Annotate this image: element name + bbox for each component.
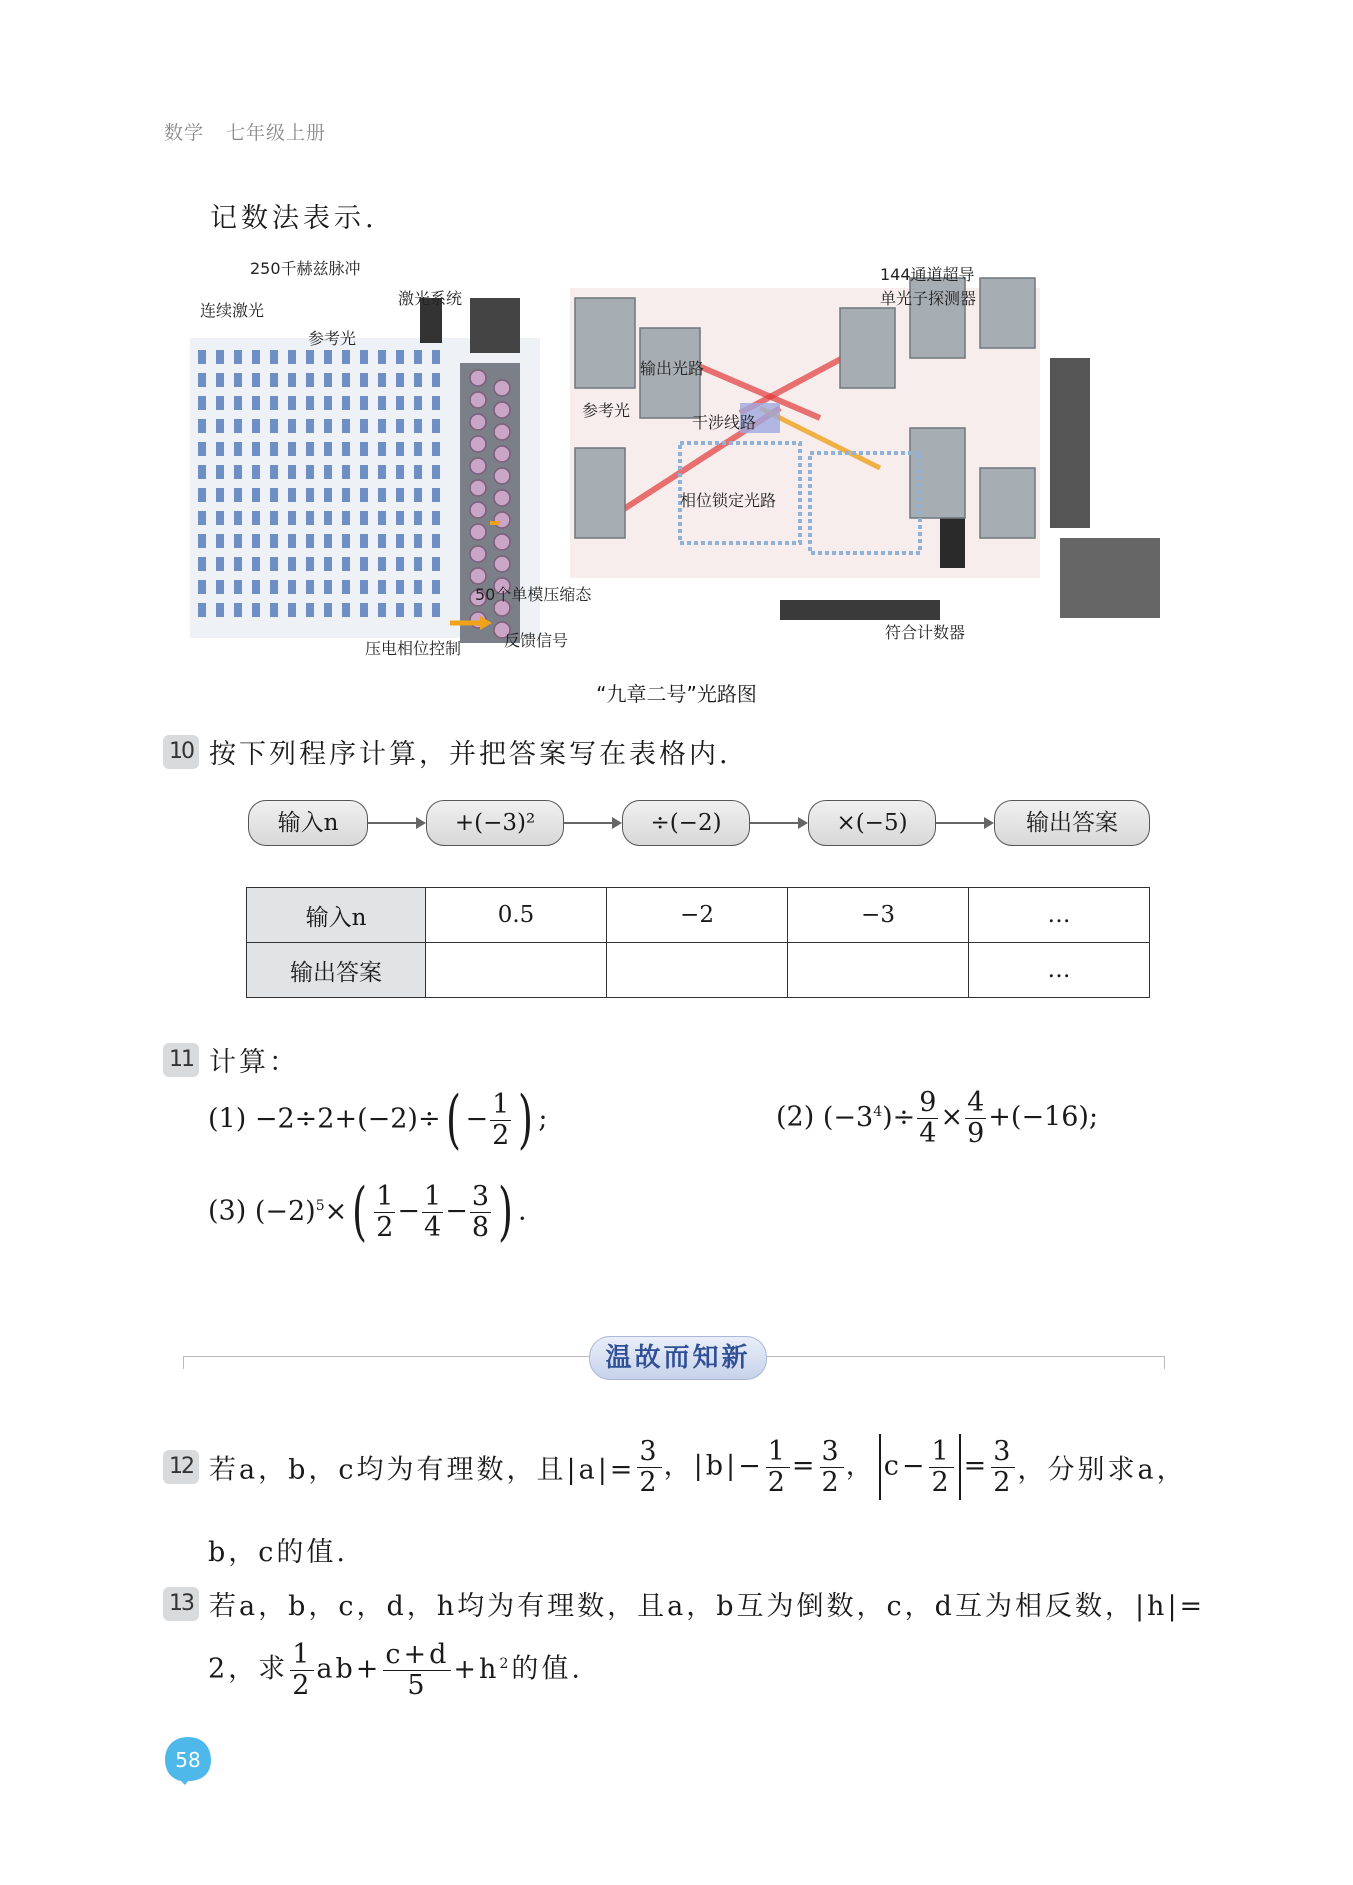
optical-component — [234, 442, 242, 456]
optical-component — [288, 511, 296, 525]
optical-component — [234, 580, 242, 594]
label-detector-2: 单光子探测器 — [880, 289, 977, 308]
optical-component — [342, 350, 350, 364]
piezo-ring — [470, 480, 486, 496]
optical-component — [288, 488, 296, 502]
optical-component — [234, 488, 242, 502]
optical-component — [360, 580, 368, 594]
optical-component — [378, 603, 386, 617]
optical-component — [324, 396, 332, 410]
optical-component — [414, 580, 422, 594]
optical-component — [396, 580, 404, 594]
question-text: 按下列程序计算，并把答案写在表格内. — [209, 739, 731, 770]
optical-component — [252, 350, 260, 364]
table-header-cell: 输入n — [247, 888, 426, 943]
piezo-ring — [470, 502, 486, 518]
optical-component — [198, 534, 206, 548]
optical-component — [414, 603, 422, 617]
q11-part-1: (1) −2÷2+(−2)÷( − $\frac{1}{2}$ ) ; — [208, 1083, 548, 1157]
figure-caption: “九章二号”光路图 — [596, 682, 757, 706]
optical-component — [306, 534, 314, 548]
optical-component — [414, 511, 422, 525]
label-feedback: 反馈信号 — [504, 631, 569, 650]
optical-component — [252, 442, 260, 456]
part-label: (1) — [208, 1103, 247, 1135]
optical-component — [198, 603, 206, 617]
optical-component — [216, 603, 224, 617]
optical-component — [306, 350, 314, 364]
optical-component — [306, 511, 314, 525]
flow-step-output: 输出答案 — [994, 800, 1150, 846]
optical-component — [396, 603, 404, 617]
optical-component — [378, 350, 386, 364]
piezo-ring — [494, 512, 510, 528]
optical-component — [270, 465, 278, 479]
label-squeezed-states: 50个单模压缩态 — [475, 585, 592, 604]
coincidence-counter-box — [1060, 538, 1160, 618]
q11-part-3: (3) $(-2)^5\times$( $\frac{1}{2}$ − $\frac{1}{4}$ − $\frac{3}{8}$ ) . — [208, 1175, 527, 1249]
optical-component — [360, 557, 368, 571]
optical-component — [288, 534, 296, 548]
question-number: 12 — [163, 1450, 199, 1484]
table-cell: −2 — [607, 888, 788, 943]
flow-arrow — [368, 822, 424, 824]
piezo-ring — [494, 402, 510, 418]
optical-component — [288, 442, 296, 456]
optical-component — [198, 488, 206, 502]
section-title: 温故而知新 — [589, 1336, 767, 1380]
feedback-device — [780, 600, 940, 620]
question-12: 12 若a，b，c均为有理数，且|a|= $\frac{3}{2}$ ，|b|− $\frac{1}{2}$ = $\frac{3}{2}$ ， c− $\frac{1}{2}$ = $\frac{3}{2}$ ，分别求a， — [163, 1434, 1187, 1500]
piezo-ring — [494, 380, 510, 396]
optical-component — [306, 419, 314, 433]
optical-component — [396, 465, 404, 479]
optical-component — [252, 557, 260, 571]
header-subject: 数学 — [164, 122, 205, 144]
label-pulse: 250千赫兹脉冲 — [250, 259, 361, 278]
optical-component — [324, 442, 332, 456]
piezo-ring — [494, 534, 510, 550]
optical-component — [234, 603, 242, 617]
optical-component — [342, 396, 350, 410]
question-text-prefix: 若a，b，c均为有理数，且|a|= — [209, 1454, 636, 1486]
optical-component — [396, 511, 404, 525]
optical-component — [198, 465, 206, 479]
optical-component — [378, 557, 386, 571]
answer-cell[interactable] — [607, 943, 788, 998]
optical-component — [198, 350, 206, 364]
optical-component — [432, 488, 440, 502]
optical-component — [324, 465, 332, 479]
flow-step-multiply: ×(−5) — [808, 800, 936, 846]
optical-component — [360, 373, 368, 387]
optical-component — [396, 442, 404, 456]
optical-component — [252, 603, 260, 617]
optical-component — [216, 350, 224, 364]
optical-component — [342, 557, 350, 571]
optical-component — [198, 396, 206, 410]
table-row — [247, 943, 1150, 998]
calculation-flowchart — [248, 800, 1148, 848]
answer-cell[interactable] — [788, 943, 969, 998]
optical-component — [252, 534, 260, 548]
optical-component — [342, 373, 350, 387]
label-coincidence-counter: 符合计数器 — [885, 623, 966, 642]
optical-component — [360, 534, 368, 548]
question-number: 11 — [163, 1043, 199, 1077]
optical-component — [270, 442, 278, 456]
optical-component — [432, 534, 440, 548]
optical-component — [432, 557, 440, 571]
optical-component — [216, 580, 224, 594]
optical-component — [306, 465, 314, 479]
optical-component — [306, 373, 314, 387]
optical-component — [252, 373, 260, 387]
optical-component — [414, 557, 422, 571]
optical-component — [234, 465, 242, 479]
answer-table — [246, 887, 1150, 998]
optical-component — [378, 465, 386, 479]
optical-component — [234, 534, 242, 548]
label-reference-light-2: 参考光 — [582, 401, 631, 420]
optical-component — [378, 442, 386, 456]
question-text: 计算： — [209, 1047, 299, 1078]
optical-component — [216, 488, 224, 502]
flow-step-add: +(−3)² — [426, 800, 564, 846]
optical-component — [252, 511, 260, 525]
label-laser-system: 激光系统 — [398, 289, 463, 308]
optical-component — [324, 488, 332, 502]
optical-component — [342, 419, 350, 433]
optical-component — [414, 396, 422, 410]
question-text: 若a，b，c，d，h均为有理数，且a，b互为倒数，c，d互为相反数，|h|= — [209, 1591, 1206, 1622]
optical-component — [270, 373, 278, 387]
optical-component — [234, 373, 242, 387]
optical-component — [396, 373, 404, 387]
optical-component — [432, 350, 440, 364]
optical-component — [216, 396, 224, 410]
question-text-prefix: 2，求 — [208, 1653, 289, 1685]
optical-component — [216, 465, 224, 479]
table-cell: 0.5 — [426, 888, 607, 943]
optical-component — [378, 580, 386, 594]
optical-component — [270, 557, 278, 571]
optical-component — [216, 442, 224, 456]
piezo-ring — [470, 524, 486, 540]
label-interference-path: 干涉线路 — [692, 413, 757, 432]
expression: −2÷2+(−2)÷ — [254, 1103, 441, 1135]
optical-component — [306, 603, 314, 617]
optical-component — [432, 603, 440, 617]
part-label: (3) — [208, 1195, 247, 1227]
flow-arrow — [750, 822, 806, 824]
optical-component — [360, 465, 368, 479]
optical-path-figure — [180, 258, 1170, 658]
optical-component — [198, 557, 206, 571]
piezo-ring — [470, 436, 486, 452]
optical-component — [432, 580, 440, 594]
piezo-ring — [494, 446, 510, 462]
piezo-ring — [470, 546, 486, 562]
optical-component — [396, 534, 404, 548]
optical-component — [360, 442, 368, 456]
flow-arrow — [564, 822, 620, 824]
optical-component — [288, 350, 296, 364]
optical-component — [432, 442, 440, 456]
optical-component — [414, 419, 422, 433]
flow-step-divide: ÷(−2) — [622, 800, 750, 846]
label-piezo-control: 压电相位控制 — [365, 639, 462, 658]
optical-component — [270, 511, 278, 525]
optical-component — [342, 511, 350, 525]
optical-component — [270, 534, 278, 548]
optical-component — [432, 373, 440, 387]
optical-component — [414, 488, 422, 502]
optical-component — [378, 373, 386, 387]
running-header — [164, 118, 326, 145]
optical-component — [342, 534, 350, 548]
optical-component — [360, 511, 368, 525]
optical-component — [414, 465, 422, 479]
optical-component — [252, 419, 260, 433]
optical-component — [198, 442, 206, 456]
optical-component — [324, 580, 332, 594]
piezo-ring — [494, 468, 510, 484]
optical-component — [288, 580, 296, 594]
optical-component — [270, 350, 278, 364]
optical-component — [396, 396, 404, 410]
optical-component — [216, 534, 224, 548]
piezo-ring — [494, 424, 510, 440]
optical-component — [288, 419, 296, 433]
optical-component — [234, 511, 242, 525]
optical-component — [198, 419, 206, 433]
optical-component — [360, 488, 368, 502]
optical-component — [216, 373, 224, 387]
optical-component — [360, 419, 368, 433]
optical-component — [432, 511, 440, 525]
optical-component — [270, 419, 278, 433]
table-header-cell: 输出答案 — [247, 943, 426, 998]
optical-component — [288, 603, 296, 617]
question-number: 10 — [163, 735, 199, 769]
optical-component — [252, 488, 260, 502]
optical-component — [198, 511, 206, 525]
optical-component — [252, 396, 260, 410]
optical-component — [378, 396, 386, 410]
optical-component — [270, 603, 278, 617]
optical-component — [342, 580, 350, 594]
piezo-ring — [470, 370, 486, 386]
optical-component — [270, 488, 278, 502]
optical-component — [396, 350, 404, 364]
optical-component — [288, 557, 296, 571]
optical-component — [198, 373, 206, 387]
flow-step-input: 输入n — [248, 800, 368, 846]
flow-arrow — [936, 822, 992, 824]
optical-component — [324, 373, 332, 387]
page-number: 58 — [175, 1748, 201, 1772]
table-cell: … — [969, 888, 1150, 943]
question-number: 13 — [163, 1587, 199, 1621]
optical-component — [234, 419, 242, 433]
header-grade: 七年级上册 — [226, 122, 327, 144]
expression: $(-3^4)\div$ — [822, 1101, 916, 1133]
piezo-ring — [470, 458, 486, 474]
optical-component — [414, 350, 422, 364]
table-row — [247, 888, 1150, 943]
detector-stack — [1050, 358, 1090, 528]
optical-component — [198, 580, 206, 594]
q11-part-2: (2) $(-3^4)\div$ $\frac{9}{4}$ × $\frac{4}{9}$ +(−16); — [776, 1087, 1099, 1149]
optical-component — [306, 442, 314, 456]
optical-component — [324, 603, 332, 617]
optical-component — [306, 488, 314, 502]
optical-component — [378, 419, 386, 433]
lead-text: 记数法表示. — [210, 203, 378, 234]
optical-component — [432, 396, 440, 410]
label-reference-light-1: 参考光 — [308, 329, 357, 348]
optical-component — [252, 465, 260, 479]
optical-component — [360, 396, 368, 410]
optical-component — [270, 396, 278, 410]
optical-component — [234, 396, 242, 410]
optical-component — [342, 488, 350, 502]
optical-component — [288, 373, 296, 387]
optical-component — [324, 511, 332, 525]
optical-component — [378, 511, 386, 525]
optical-component — [234, 350, 242, 364]
optical-component — [342, 442, 350, 456]
laser-system-box — [470, 298, 520, 353]
optical-component — [378, 534, 386, 548]
question-text-suffix: ，分别求a， — [1017, 1454, 1187, 1486]
label-detector-1: 144通道超导 — [880, 265, 975, 284]
optical-component — [414, 442, 422, 456]
optical-component — [324, 534, 332, 548]
piezo-ring — [470, 568, 486, 584]
optical-component — [324, 419, 332, 433]
question-13 — [163, 1584, 1205, 1623]
question-11 — [163, 1040, 299, 1079]
question-10 — [163, 732, 731, 771]
optical-component — [396, 488, 404, 502]
optical-component — [360, 350, 368, 364]
optical-component — [234, 557, 242, 571]
optical-component — [306, 396, 314, 410]
optical-component — [252, 580, 260, 594]
label-phase-lock: 相位锁定光路 — [680, 491, 777, 510]
optical-component — [270, 580, 278, 594]
optical-component — [432, 465, 440, 479]
optical-component — [306, 557, 314, 571]
table-cell: … — [969, 943, 1150, 998]
piezo-ring — [470, 392, 486, 408]
piezo-ring — [494, 490, 510, 506]
optical-component — [360, 603, 368, 617]
optical-component — [396, 419, 404, 433]
optical-component — [306, 580, 314, 594]
answer-cell[interactable] — [426, 943, 607, 998]
optical-component — [288, 396, 296, 410]
optical-component — [414, 373, 422, 387]
optical-component — [414, 534, 422, 548]
optical-component — [324, 350, 332, 364]
question-13-line-2: 2，求 $\frac{1}{2}$ ab+ $\frac{c+d}{5}$ $+h^2$的值. — [208, 1639, 583, 1701]
optical-component — [378, 488, 386, 502]
label-continuous-laser: 连续激光 — [200, 301, 265, 320]
optical-component — [432, 419, 440, 433]
optical-component — [216, 511, 224, 525]
label-output-path: 输出光路 — [640, 359, 705, 378]
piezo-ring — [494, 556, 510, 572]
optical-component — [396, 557, 404, 571]
optical-component — [342, 603, 350, 617]
optical-component — [342, 465, 350, 479]
optical-component — [216, 419, 224, 433]
table-cell: −3 — [788, 888, 969, 943]
expression: $(-2)^5\times$ — [254, 1195, 348, 1227]
optical-component — [216, 557, 224, 571]
question-12-line-2: b，c的值. — [208, 1537, 348, 1568]
optical-component — [288, 465, 296, 479]
part-label: (2) — [776, 1101, 815, 1133]
question-text-suffix: 的值. — [511, 1653, 583, 1685]
optical-component — [324, 557, 332, 571]
piezo-ring — [470, 414, 486, 430]
